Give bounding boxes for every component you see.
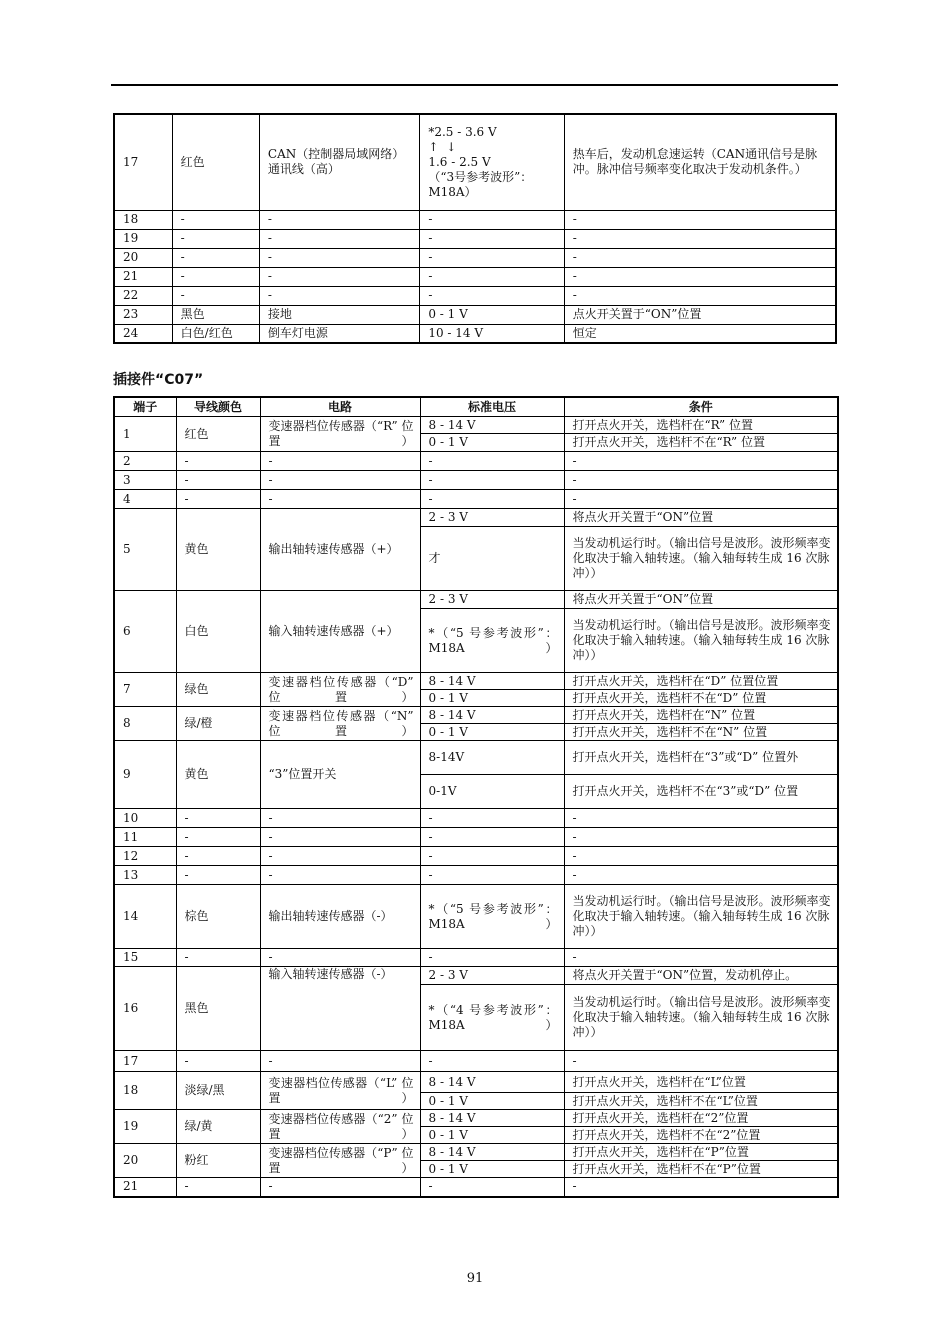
table-row [114,509,838,527]
circuit-cell: CAN（控制器局域网络）通讯线（高） [259,114,419,210]
voltage-cell: 0-1V [420,775,564,809]
condition-cell: - [564,866,838,885]
terminal-cell: 18 [114,210,172,229]
table-row [114,305,836,324]
condition-cell: 打开点火开关，选档杆不在“2”位置 [564,1127,838,1144]
voltage-cell: *（“5 号参考波形”：M18A） [420,885,564,949]
voltage-cell: 0 - 1 V [420,724,564,741]
circuit-cell: “3”位置开关 [260,741,420,809]
wire-color-cell: 黑色 [172,305,259,324]
voltage-cell: 2 - 3 V [420,967,564,985]
terminal-cell: 5 [114,509,176,591]
table-row [114,949,838,967]
condition-cell: 点火开关置于“ON”位置 [564,305,836,324]
terminal-cell: 10 [114,809,176,828]
terminal-cell: 20 [114,1144,176,1178]
table-header-row [114,397,838,417]
terminal-cell: 19 [114,229,172,248]
voltage-cell: 8 - 14 V [420,1072,564,1093]
table-row [114,847,838,866]
condition-cell: 打开点火开关，选档杆在“D” 位置位置 [564,673,838,690]
voltage-cell: 8 - 14 V [420,417,564,434]
circuit-cell: 倒车灯电源 [259,324,419,343]
voltage-cell: 0 - 1 V [420,690,564,707]
wire-color-cell: - [176,1051,260,1072]
wire-color-cell: - [172,229,259,248]
terminal-cell: 3 [114,471,176,490]
condition-cell: 打开点火开关，选档杆在“R” 位置 [564,417,838,434]
voltage-cell: 8-14V [420,741,564,775]
table-row [114,866,838,885]
condition-cell: 当发动机运行时。（输出信号是波形。波形频率变化取决于输入轴转速。（输入轴每转生成 16 次脉冲）） [564,885,838,949]
circuit-cell: 输入轴转速传感器（+） [260,591,420,673]
header-terminal: 端子 [114,397,176,417]
wire-color-cell: - [176,1178,260,1197]
table-row [114,809,838,828]
voltage-cell: 0 - 1 V [420,1127,564,1144]
voltage-cell: - [420,452,564,471]
terminal-cell: 13 [114,866,176,885]
table-row [114,1144,838,1161]
circuit-cell: 变速器档位传感器（“L” 位置） [260,1072,420,1110]
condition-cell: 打开点火开关，选档杆在“P”位置 [564,1144,838,1161]
wire-color-cell: 棕色 [176,885,260,949]
circuit-cell: - [260,471,420,490]
condition-cell: - [564,286,836,305]
terminal-cell: 20 [114,248,172,267]
condition-cell: - [564,471,838,490]
terminal-cell: 14 [114,885,176,949]
voltage-cell: - [420,248,564,267]
header-voltage: 标准电压 [420,397,564,417]
circuit-cell: 输出轴转速传感器（+） [260,509,420,591]
condition-cell: 热车后，发动机怠速运转（CAN通讯信号是脉冲。脉冲信号频率变化取决于发动机条件。） [564,114,836,210]
terminal-cell: 4 [114,490,176,509]
circuit-cell: - [260,949,420,967]
terminal-cell: 17 [114,114,172,210]
circuit-cell: 变速器档位传感器（“D” 位置） [260,673,420,707]
terminal-cell: 6 [114,591,176,673]
wire-color-cell: 绿/黄 [176,1110,260,1144]
circuit-cell: 变速器档位传感器（“R” 位置） [260,417,420,452]
terminal-cell: 1 [114,417,176,452]
circuit-cell: - [260,490,420,509]
wire-color-cell: - [176,490,260,509]
wire-color-cell: - [176,452,260,471]
condition-cell: - [564,1178,838,1197]
wire-color-cell: - [172,286,259,305]
circuit-cell: - [259,229,419,248]
condition-cell: - [564,248,836,267]
terminal-cell: 7 [114,673,176,707]
circuit-cell: - [259,286,419,305]
circuit-cell: 输出轴转速传感器（-） [260,885,420,949]
condition-cell: - [564,452,838,471]
voltage-cell: 2 - 3 V [420,591,564,609]
terminal-cell: 12 [114,847,176,866]
voltage-cell: - [420,210,564,229]
voltage-cell: - [420,1051,564,1072]
voltage-cell: 8 - 14 V [420,1110,564,1127]
page-number: 91 [466,1271,484,1286]
table-row [114,1072,838,1093]
wire-color-cell: - [172,267,259,286]
terminal-cell: 18 [114,1072,176,1110]
wire-color-cell: 淡绿/黑 [176,1072,260,1110]
circuit-cell: - [260,828,420,847]
condition-cell: 恒定 [564,324,836,343]
voltage-cell: 0 - 1 V [420,305,564,324]
table-row [114,673,838,690]
condition-cell: 打开点火开关，选档杆在“2”位置 [564,1110,838,1127]
terminal-cell: 17 [114,1051,176,1072]
voltage-cell: - [420,267,564,286]
wire-color-cell: 黄色 [176,509,260,591]
terminal-cell: 21 [114,1178,176,1197]
terminal-cell: 2 [114,452,176,471]
table-row [114,828,838,847]
condition-cell: 打开点火开关，选档杆不在“R” 位置 [564,434,838,452]
voltage-cell: 才 [420,527,564,591]
circuit-cell: - [260,847,420,866]
table-row [114,471,838,490]
terminal-cell: 24 [114,324,172,343]
circuit-cell: 接地 [259,305,419,324]
voltage-cell: 8 - 14 V [420,673,564,690]
header-rule [111,84,838,86]
voltage-cell: - [420,490,564,509]
condition-cell: 打开点火开关，选档杆不在“P”位置 [564,1161,838,1178]
table-row [114,885,838,949]
voltage-cell: 8 - 14 V [420,707,564,724]
circuit-cell: 变速器档位传感器（“N” 位置） [260,707,420,741]
condition-cell: 将点火开关置于“ON”位置，发动机停止。 [564,967,838,985]
wire-color-cell: 白色/红色 [172,324,259,343]
voltage-cell: - [420,286,564,305]
table-row [114,1051,838,1072]
wire-color-cell: - [176,809,260,828]
wire-color-cell: 黄色 [176,741,260,809]
table-row [114,324,836,343]
header-circuit: 电路 [260,397,420,417]
voltage-cell: 8 - 14 V [420,1144,564,1161]
wire-color-cell: - [176,471,260,490]
table-row [114,1178,838,1197]
terminal-cell: 23 [114,305,172,324]
up-down-arrows-icon: ↑ ↓ [428,139,459,154]
wire-color-cell: - [176,949,260,967]
table-row [114,210,836,229]
voltage-cell: *（“4 号参考波形”：M18A） [420,985,564,1051]
condition-cell: 打开点火开关，选档杆不在“3”或“D” 位置 [564,775,838,809]
table-row [114,114,836,210]
terminal-cell: 21 [114,267,172,286]
condition-cell: - [564,1051,838,1072]
voltage-cell: 2 - 3 V [420,509,564,527]
terminal-cell: 22 [114,286,172,305]
wire-color-cell: - [176,847,260,866]
terminal-cell: 11 [114,828,176,847]
connector-table-continued [113,113,837,344]
voltage-cell: - [420,1178,564,1197]
section-title: 插接件“C07” [113,372,204,388]
circuit-cell: 变速器档位传感器（“P” 位置） [260,1144,420,1178]
wire-color-cell: 绿/橙 [176,707,260,741]
circuit-cell: 输入轴转速传感器（-） [260,967,420,1051]
condition-cell: - [564,809,838,828]
terminal-cell: 8 [114,707,176,741]
voltage-cell: - [420,809,564,828]
voltage-cell: 0 - 1 V [420,434,564,452]
wire-color-cell: 粉红 [176,1144,260,1178]
condition-cell: 当发动机运行时。（输出信号是波形。波形频率变化取决于输入轴转速。（输入轴每转生成 16 次脉冲）） [564,985,838,1051]
header-wire-color: 导线颜色 [176,397,260,417]
condition-cell: 打开点火开关，选档杆在“N” 位置 [564,707,838,724]
condition-cell: 打开点火开关，选档杆不在“D” 位置 [564,690,838,707]
voltage-cell: *2.5 - 3.6 V ↑ ↓ 1.6 - 2.5 V （“3号参考波形”：M18A） [420,114,564,210]
wire-color-cell: - [172,248,259,267]
condition-cell: - [564,229,836,248]
voltage-cell: - [420,866,564,885]
table-row [114,490,838,509]
table-row [114,267,836,286]
table-row [114,1110,838,1127]
table-row [114,229,836,248]
wire-color-cell: - [172,210,259,229]
condition-cell: - [564,828,838,847]
voltage-cell: 0 - 1 V [420,1161,564,1178]
voltage-cell: - [420,828,564,847]
condition-cell: 当发动机运行时。（输出信号是波形。波形频率变化取决于输入轴转速。（输入轴每转生成 16 次脉冲）） [564,527,838,591]
terminal-cell: 16 [114,967,176,1051]
voltage-cell: 0 - 1 V [420,1093,564,1110]
condition-cell: - [564,847,838,866]
condition-cell: 将点火开关置于“ON”位置 [564,591,838,609]
terminal-cell: 19 [114,1110,176,1144]
condition-cell: 打开点火开关，选档杆不在“L”位置 [564,1093,838,1110]
table-row [114,248,836,267]
header-condition: 条件 [564,397,838,417]
condition-cell: 打开点火开关，选档杆在“L”位置 [564,1072,838,1093]
connector-c07-table [113,396,839,1198]
condition-cell: 将点火开关置于“ON”位置 [564,509,838,527]
table-row [114,707,838,724]
wire-color-cell: - [176,828,260,847]
wire-color-cell: 红色 [176,417,260,452]
wire-color-cell: 红色 [172,114,259,210]
terminal-cell: 15 [114,949,176,967]
condition-cell: 当发动机运行时。（输出信号是波形。波形频率变化取决于输入轴转速。（输入轴每转生成 16 次脉冲）） [564,609,838,673]
voltage-cell: 10 - 14 V [420,324,564,343]
wire-color-cell: - [176,866,260,885]
condition-cell: - [564,949,838,967]
voltage-cell: - [420,471,564,490]
table-row [114,452,838,471]
circuit-cell: - [259,267,419,286]
circuit-cell: 变速器档位传感器（“2” 位置） [260,1110,420,1144]
table-row [114,417,838,434]
circuit-cell: - [259,248,419,267]
circuit-cell: - [260,1051,420,1072]
terminal-cell: 9 [114,741,176,809]
condition-cell: - [564,210,836,229]
voltage-cell: - [420,229,564,248]
wire-color-cell: 黑色 [176,967,260,1051]
wire-color-cell: 白色 [176,591,260,673]
voltage-cell: - [420,949,564,967]
table-row [114,741,838,775]
condition-cell: 打开点火开关，选档杆不在“N” 位置 [564,724,838,741]
wire-color-cell: 绿色 [176,673,260,707]
table-row [114,286,836,305]
condition-cell: - [564,490,838,509]
circuit-cell: - [259,210,419,229]
voltage-cell: - [420,847,564,866]
condition-cell: - [564,267,836,286]
circuit-cell: - [260,866,420,885]
circuit-cell: - [260,809,420,828]
circuit-cell: - [260,452,420,471]
table-row [114,967,838,985]
condition-cell: 打开点火开关，选档杆在“3”或“D” 位置外 [564,741,838,775]
circuit-cell: - [260,1178,420,1197]
table-row [114,591,838,609]
voltage-cell: *（“5 号参考波形”：M18A） [420,609,564,673]
